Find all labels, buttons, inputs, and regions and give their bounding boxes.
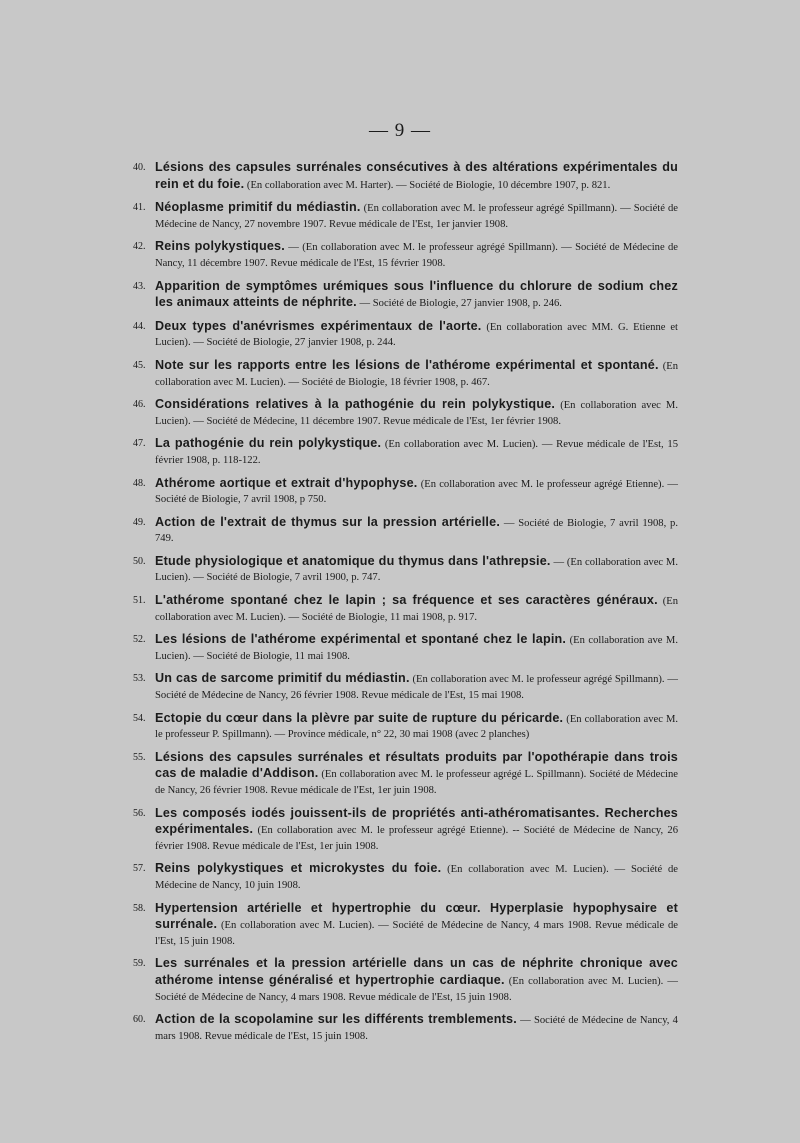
entry-number: 44. bbox=[133, 320, 146, 332]
publication-entry bbox=[133, 711, 678, 743]
entry-title: Lésions des capsules surrénales et résultats produits par l'opothérapie dans trois cas de maladie d'Addison. bbox=[155, 749, 678, 781]
entry-details: (En collaboration avec MM. G. Etienne et Lucien). — Société de Biologie, 27 janvier 1908, p. 244. bbox=[155, 321, 678, 349]
publication-entry bbox=[133, 861, 678, 893]
entry-number: 50. bbox=[133, 555, 146, 567]
entry-title: Deux types d'anévrismes expérimentaux de l'aorte. bbox=[155, 318, 482, 333]
entry-number: 45. bbox=[133, 359, 146, 371]
entry-title: Note sur les rapports entre les lésions de l'athérome expérimental et spontané. bbox=[155, 357, 659, 372]
entry-title: Hypertension artérielle et hypertrophie du cœur. Hyperplasie hypophysaire et surrénale. bbox=[155, 900, 678, 932]
entry-details: (En collaboration avec M. Lucien). — Revue médicale de l'Est, 15 février 1908, p. 118-122. bbox=[155, 439, 679, 466]
publication-entry bbox=[133, 956, 678, 1005]
entry-details: — Société de Médecine de Nancy, 4 mars 1908. Revue médicale de l'Est, 15 juin 1908. bbox=[155, 1015, 678, 1042]
entry-title: Apparition de symptômes urémiques sous l'influence du chlorure de sodium chez les animaux atteints de néphrite. bbox=[155, 278, 678, 310]
entry-number: 54. bbox=[133, 712, 146, 724]
entry-title: Action de la scopolamine sur les différents tremblements. bbox=[155, 1012, 517, 1027]
entry-title: Etude physiologique et anatomique du thymus dans l'athrepsie. bbox=[155, 553, 551, 568]
entry-number: 51. bbox=[133, 595, 146, 607]
entry-number: 52. bbox=[133, 634, 146, 646]
entry-details: (En collaboration avec M. Lucien). — Société de Médecine de Nancy, 4 mars 1908. Revue médicale de l'Est, 15 juin 1908. bbox=[155, 920, 678, 947]
entry-title: Néoplasme primitif du médiastin. bbox=[155, 200, 361, 215]
entry-title: Ectopie du cœur dans la plèvre par suite de rupture du péricarde. bbox=[155, 710, 564, 725]
entry-details: (En collaboration ave M. Lucien). — Société de Biologie, 11 mai 1908. bbox=[155, 635, 678, 662]
entry-details: (En collaboration avec M. Lucien). — Société de Médecine de Nancy, 4 mars 1908. Revue médicale de l'Est, 15 juin 1908. bbox=[155, 975, 678, 1003]
entry-title: Reins polykystiques et microkystes du foie. bbox=[155, 861, 442, 876]
entry-details: (En collaboration avec M. le professeur agrégé Spillmann). — Société de Médecine de Nancy, 26 février 1908. Revue médicale de l'Est, 15 mai 1908. bbox=[155, 674, 678, 702]
entry-number: 56. bbox=[133, 807, 146, 819]
entry-number: 58. bbox=[133, 902, 146, 914]
entry-number: 41. bbox=[133, 202, 146, 214]
publication-entry bbox=[133, 554, 678, 586]
entry-details: (En collaboration avec M. le professeur P. Spillmann). — Province médicale, n° 22, 30 mai 1908 (avec 2 planches) bbox=[155, 713, 679, 741]
entry-number: 59. bbox=[133, 958, 146, 970]
publication-entry bbox=[133, 319, 678, 351]
publication-entry bbox=[133, 358, 678, 390]
publication-entry bbox=[133, 806, 678, 855]
entry-details: (En collaboration avec M. Lucien). — Société de Médecine de Nancy, 10 juin 1908. bbox=[155, 864, 679, 891]
entry-number: 49. bbox=[133, 516, 146, 528]
entry-details: — Société de Biologie, 7 avril 1908, p. 749. bbox=[155, 517, 678, 545]
entry-details: (En collaboration avec M. Lucien). — Société de Biologie, 18 février 1908, p. 467. bbox=[155, 360, 678, 388]
publication-entry bbox=[133, 632, 678, 664]
entry-details: (En collaboration avec M. Lucien). — Société de Biologie, 11 mai 1908, p. 917. bbox=[155, 596, 678, 623]
publication-entry bbox=[133, 160, 678, 193]
entry-number: 47. bbox=[133, 438, 146, 450]
publication-entry bbox=[133, 593, 678, 625]
entry-details: — Société de Biologie, 27 janvier 1908, p. 246. bbox=[359, 298, 562, 310]
entry-title: L'athérome spontané chez le lapin ; sa fréquence et ses caractères généraux. bbox=[155, 593, 658, 608]
entry-number: 48. bbox=[133, 477, 146, 489]
entry-number: 46. bbox=[133, 399, 146, 411]
publication-entry bbox=[133, 750, 678, 799]
entry-title: Les surrénales et la pression artérielle dans un cas de néphrite chronique avec athérome intense généralisé et hypertrophie cardiaque. bbox=[155, 956, 678, 987]
publication-entry bbox=[133, 279, 678, 312]
entry-number: 57. bbox=[133, 863, 146, 875]
entry-details: — (En collaboration avec M. le professeur agrégé Spillmann). — Société de Médecine de Nancy, 11 décembre 1907. Revue médicale de l'Est, 15 février 1908. bbox=[155, 242, 679, 269]
entry-title: Un cas de sarcome primitif du médiastin. bbox=[155, 671, 410, 686]
entry-number: 60. bbox=[133, 1014, 146, 1026]
publication-entry bbox=[133, 671, 678, 703]
entry-title: Action de l'extrait de thymus sur la pression artérielle. bbox=[155, 514, 501, 529]
entry-details: — (En collaboration avec M. Lucien). — Société de Biologie, 7 avril 1900, p. 747. bbox=[155, 556, 678, 584]
entry-details: (En collaboration avec M. le professeur agrégé Spillmann). — Société de Médecine de Nancy, 27 novembre 1907. Revue médicale de l'Est, 1er janvier 1908. bbox=[155, 203, 678, 230]
entry-title: Reins polykystiques. bbox=[155, 239, 285, 254]
publication-entry bbox=[133, 200, 678, 232]
entry-title: La pathogénie du rein polykystique. bbox=[155, 436, 382, 451]
publication-entry bbox=[133, 239, 678, 271]
publication-entry bbox=[133, 397, 678, 429]
entry-number: 55. bbox=[133, 751, 146, 763]
entry-title: Considérations relatives à la pathogénie du rein polykystique. bbox=[155, 397, 556, 412]
publication-entry bbox=[133, 436, 678, 468]
entry-number: 53. bbox=[133, 673, 146, 685]
entry-number: 40. bbox=[133, 162, 146, 173]
entry-title: Athérome aortique et extrait d'hypophyse. bbox=[155, 475, 418, 490]
entry-title: Les composés iodés jouissent-ils de propriétés anti-athéromatisantes. Recherches expérimentales. bbox=[155, 805, 678, 837]
entry-number: 43. bbox=[133, 280, 146, 292]
entry-title: Lésions des capsules surrénales consécutives à des altérations expérimentales du rein et du foie. bbox=[155, 160, 678, 191]
entry-details: (En collaboration avec M. le professeur agrégé L. Spillmann). Société de Médecine de Nancy, 26 février 1908. Revue médicale de l'Est, 1er juin 1908. bbox=[155, 769, 678, 796]
publication-entry bbox=[133, 901, 678, 950]
publication-entry bbox=[133, 1012, 678, 1044]
publication-entry bbox=[133, 515, 678, 547]
entry-title: Les lésions de l'athérome expérimental et spontané chez le lapin. bbox=[155, 632, 567, 647]
publication-entry bbox=[133, 476, 678, 508]
page-number: — 9 — bbox=[369, 120, 431, 141]
entry-details: (En collaboration avec M. Harter). — Société de Biologie, 10 décembre 1907, p. 821. bbox=[246, 179, 611, 191]
entry-number: 42. bbox=[133, 241, 146, 253]
publication-list bbox=[133, 160, 678, 1051]
entry-details: (En collaboration avec M. le professeur agrégé Etienne). -- Société de Médecine de Nancy, 26 février 1908. Revue médicale de l'Est, 1er juin 1908. bbox=[155, 825, 678, 852]
entry-details: (En collaboration avec M. le professeur agrégé Etienne). — Société de Biologie, 7 avril 1908, p 750. bbox=[155, 478, 679, 506]
entry-details: (En collaboration avec M. Lucien). — Société de Médecine, 11 décembre 1907. Revue médicale de l'Est, 1er février 1908. bbox=[155, 400, 678, 427]
